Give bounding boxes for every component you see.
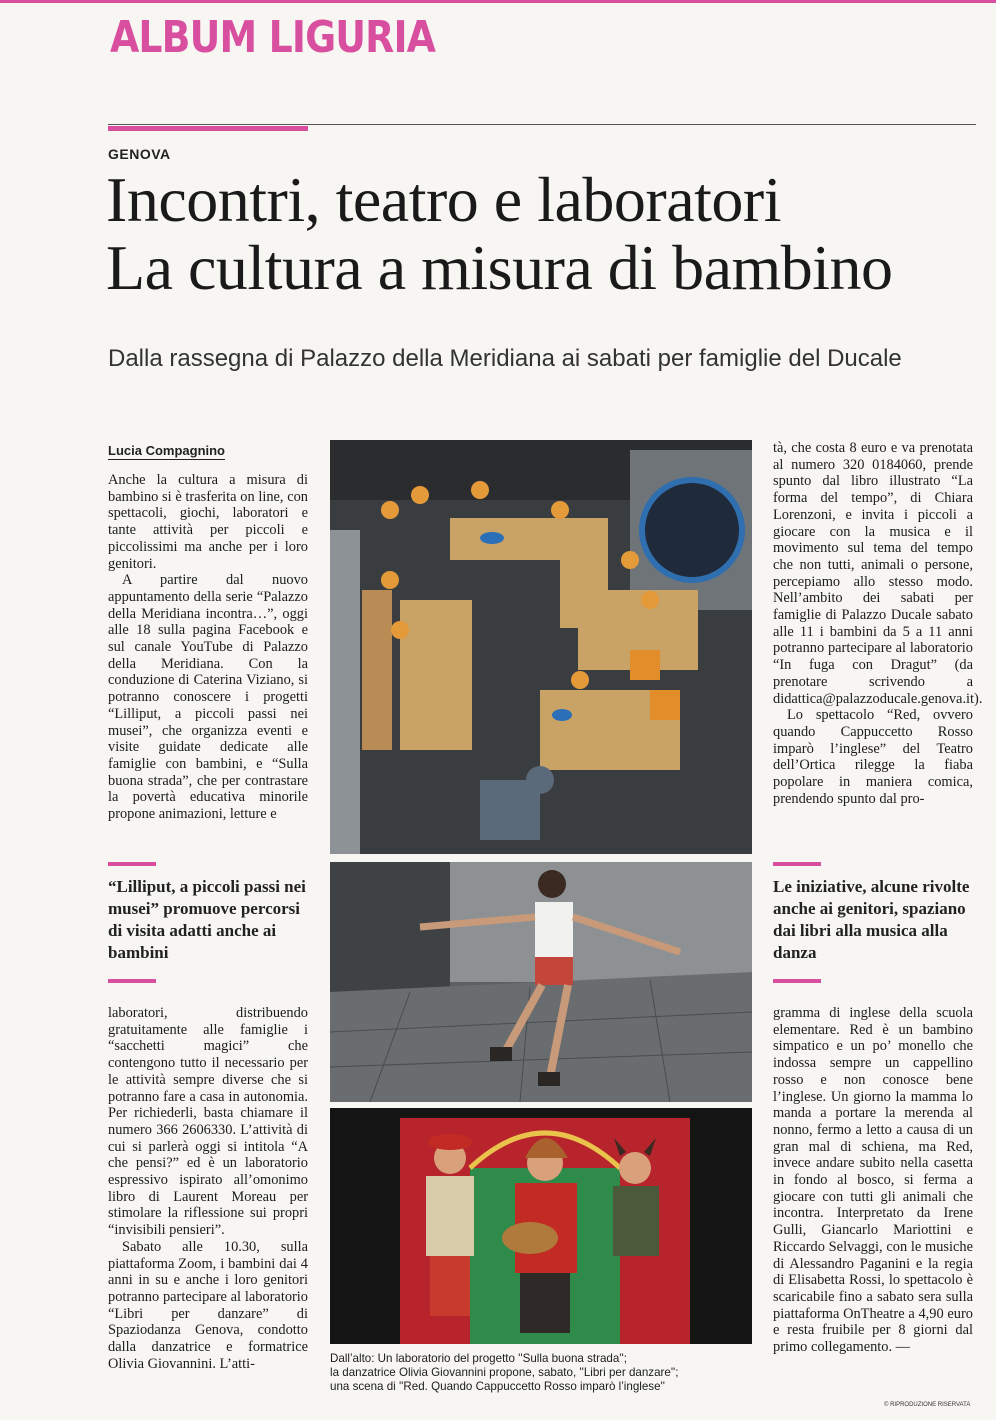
photo-theatre-scene [330, 1108, 752, 1344]
paragraph: laboratori, distribuendo gratuitamente alle famiglie i “sacchetti magici” che contengono tutto il necessario per le attività sempre diverse che si potranno fare a casa in autonomia. Per richiederli, basta chiamare il numero 366 2606330. L’attività di cui si parlerà oggi si intitola “A che pensi?” ed è un laboratorio espressivo ispirato all’omonimo libro di Laurent Moreau per stimolare la riflessione sui propri “invisibili pensieri”. [108, 1005, 308, 1239]
article-column-1-bottom [108, 1005, 308, 1372]
pull-quote-1: “Lilliput, a piccoli passi nei musei” promuove percorsi di visita adatti anche ai bambini [108, 877, 306, 962]
photo-workshop [330, 440, 752, 854]
byline: Lucia Compagnino [108, 443, 225, 458]
article-column-1-top [108, 472, 308, 823]
kicker-location: GENOVA [108, 146, 171, 162]
paragraph: Lo spettacolo “Red, ovvero quando Cappuccetto Rosso imparò l’inglese” del Teatro dell’Ortica rilegge la fiaba popolare in maniera comica, prendendo spunto dal pro- [773, 707, 973, 807]
section-title: ALBUM LIGURIA [110, 12, 436, 63]
photo-caption [330, 1352, 760, 1394]
paragraph: gramma di inglese della scuola elementare. Red è un bambino simpatico e un po’ monello che indossa sempre un cappellino rosso e non conosce bene l’inglese. Un giorno la mamma lo manda a portare la merenda al nonno, fermo a letto a causa di un gran mal di schiena, ma Red, invece andare subito nella casetta in fondo al bosco, si ferma a giocare con tutti gli animali che incontra. Interpretato da Irene Gulli, Giancarlo Mariottini e Riccardo Selvaggi, con le musiche di Alessandro Paganini e la regia di Elisabetta Rossi, lo spettacolo è scaricabile fino a sabato sera sulla piattaforma OnTheatre a 4,90 euro e resta fruibile per 8 giorni dal primo collegamento. — [773, 1005, 973, 1356]
pull-quote-bar-top [108, 862, 156, 866]
subheadline: Dalla rassegna di Palazzo della Meridiana ai sabati per famiglie del Ducale [108, 345, 902, 372]
paragraph: tà, che costa 8 euro e va prenotata al numero 320 0184060, prende spunto dal libro illustrato “La forma del tempo”, di Chiara Lorenzoni, e invita i piccoli a giocare con la musica e il movimento sul tema del tempo che non tutti, animali o persone, percepiamo allo stesso modo. Nell’ambito dei sabati per famiglie di Palazzo Ducale sabato alle 11 i bambini da 5 a 11 anni potranno partecipare al laboratorio “In fuga con Dragut” (da prenotare scrivendo a didattica@palazzoducale.genova.it). [773, 440, 983, 707]
header-rule [108, 124, 976, 125]
caption-line-1: Dall’alto: Un laboratorio del progetto ''Sulla buona strada''; [330, 1352, 627, 1365]
article-column-3-bottom [773, 1005, 973, 1356]
copyright-notice: © RIPRODUZIONE RISERVATA [884, 1402, 971, 1408]
headline-line-2: La cultura a misura di bambino [106, 232, 893, 303]
article-column-3-top [773, 440, 983, 807]
pull-quote-bar-bottom [108, 979, 156, 983]
headline-line-1: Incontri, teatro e laboratori [106, 164, 781, 235]
paragraph: A partire dal nuovo appuntamento della serie “Palazzo della Meridiana incontra…”, oggi alle 18 sulla pagina Facebook e sul canale YouTube di Palazzo della Meridiana. Con la conduzione di Caterina Viziano, si potranno conoscere i progetti “Lilliput, a piccoli passi nei musei”, che organizza eventi e visite guidate dedicate alle famiglie con bambini, e “Sulla buona strada”, che per contrastare la povertà educativa minorile propone animazioni, letture e [108, 572, 308, 823]
pull-quote-bar-bottom [773, 979, 821, 983]
top-accent-rule [0, 0, 996, 3]
header-accent-bar [108, 126, 308, 131]
photo-dancer [330, 862, 752, 1102]
pull-quote-2: Le iniziative, alcune rivolte anche ai genitori, spaziano dai libri alla musica alla danza [773, 877, 970, 962]
headline [106, 166, 986, 302]
paragraph: Anche la cultura a misura di bambino si è trasferita on line, con spettacoli, giochi, laboratori e tante attività per piccoli e piccolissimi ma anche per i loro genitori. [108, 472, 308, 572]
caption-line-3: una scena di ''Red. Quando Cappuccetto Rosso imparò l’inglese'' [330, 1380, 665, 1393]
caption-line-2: la danzatrice Olivia Giovannini propone, sabato, ''Libri per danzare''; [330, 1366, 679, 1379]
paragraph: Sabato alle 10.30, sulla piattaforma Zoom, i bambini dai 4 anni in su e anche i loro genitori potranno partecipare al laboratorio “Libri per danzare” di Spaziodanza Genova, condotto dalla danzatrice e formatrice Olivia Giovannini. L’atti- [108, 1238, 308, 1372]
pull-quote-bar-top [773, 862, 821, 866]
